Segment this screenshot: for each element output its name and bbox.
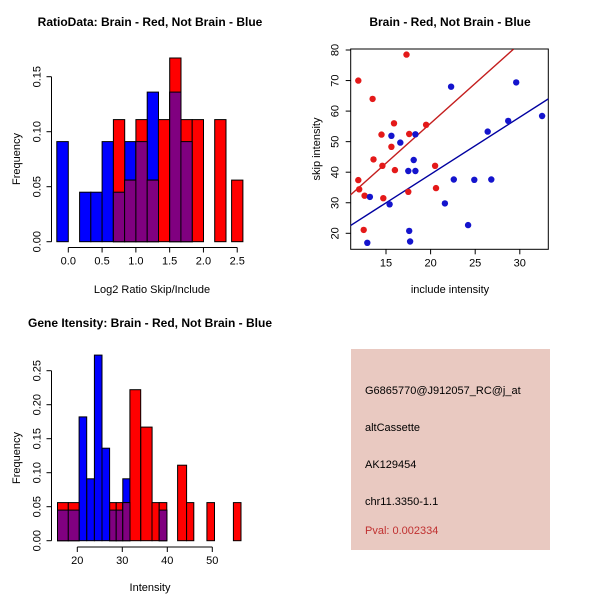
y-tick-label: 0.20 xyxy=(31,393,44,416)
histogram-bar-red xyxy=(130,390,141,541)
pval-text: Pval: 0.002334 xyxy=(365,525,439,537)
histogram-bar-overlap xyxy=(116,510,123,541)
brain-point xyxy=(369,96,375,102)
x-tick-label: 20 xyxy=(71,555,84,567)
y-tick-label: 40 xyxy=(329,166,342,179)
y-tick-label: 0.00 xyxy=(31,529,44,552)
histogram-bar-blue xyxy=(91,192,102,242)
intensity-histogram-y-axis-label: Frequency xyxy=(11,432,23,484)
splice-event-text: altCassette xyxy=(365,422,421,434)
brain-point xyxy=(378,131,384,137)
histogram-bar-overlap xyxy=(125,180,136,242)
intensity-histogram-plot xyxy=(0,300,300,600)
x-tick-label: 30 xyxy=(116,555,129,567)
scatter-plot xyxy=(300,0,600,300)
y-tick-label: 30 xyxy=(329,196,342,209)
intensity-histogram-title: Gene Itensity: Brain - Red, Not Brain - Blue xyxy=(27,316,273,330)
histogram-bar-overlap xyxy=(123,503,130,541)
histogram-bar-overlap xyxy=(136,142,147,242)
y-tick-label: 0.00 xyxy=(31,230,44,253)
brain-point xyxy=(405,189,411,195)
notbrain-point xyxy=(488,176,494,182)
histogram-bar-overlap xyxy=(147,180,158,242)
y-tick-label: 0.25 xyxy=(31,359,44,382)
y-tick-label: 0.05 xyxy=(31,175,44,198)
ratio-histogram-plot xyxy=(0,0,300,300)
intensity-histogram-panel xyxy=(0,300,300,600)
brain-point xyxy=(379,163,385,169)
histogram-bar-red xyxy=(178,465,187,541)
y-tick-label: 70 xyxy=(329,74,342,87)
notbrain-point xyxy=(411,157,417,163)
histogram-bar-blue xyxy=(102,448,110,541)
locus-text: chr11.3350-1.1 xyxy=(365,496,439,508)
plot-box xyxy=(351,49,549,249)
brain-point xyxy=(423,122,429,128)
notbrain-point xyxy=(448,84,454,90)
brain-point xyxy=(355,177,361,183)
histogram-bar-red xyxy=(152,503,159,541)
histogram-bar-overlap xyxy=(181,142,192,242)
ratio-histogram-x-axis-label: Log2 Ratio Skip/Include xyxy=(93,284,211,296)
histogram-bar-overlap xyxy=(159,510,167,541)
y-tick-label: 0.15 xyxy=(31,65,44,88)
histogram-bar-overlap xyxy=(113,192,124,242)
x-tick-label: 0.0 xyxy=(60,255,76,268)
notbrain-point xyxy=(485,128,491,134)
brain-point xyxy=(391,120,397,126)
notbrain-point xyxy=(388,133,394,139)
notbrain-point xyxy=(412,168,418,174)
brain-point xyxy=(370,156,376,162)
x-tick-label: 30 xyxy=(513,257,526,270)
histogram-bar-overlap xyxy=(68,510,79,541)
x-tick-label: 25 xyxy=(469,257,482,270)
histogram-bar-red xyxy=(232,180,243,242)
probe-id-text: G6865770@J912057_RC@j_at xyxy=(365,385,521,397)
notbrain-point xyxy=(539,113,545,119)
x-tick-label: 1.0 xyxy=(128,255,144,268)
histogram-bar-overlap xyxy=(58,510,69,541)
intensity-histogram-x-axis-label: Intensity xyxy=(129,582,171,594)
notbrain-point xyxy=(367,194,373,200)
x-tick-label: 50 xyxy=(206,555,219,567)
y-tick-label: 0.15 xyxy=(31,427,44,450)
histogram-bar-red xyxy=(141,427,152,541)
scatter-x-axis-label: include intensity xyxy=(410,284,490,296)
histogram-bar-red xyxy=(158,120,169,242)
notbrain-point xyxy=(405,168,411,174)
y-tick-label: 20 xyxy=(329,227,342,240)
histogram-bar-blue xyxy=(87,479,95,541)
histogram-bar-red xyxy=(207,503,215,541)
brain-point xyxy=(403,51,409,57)
brain-point xyxy=(388,144,394,150)
histogram-bar-overlap xyxy=(170,92,181,242)
ratio-histogram-panel xyxy=(0,0,300,300)
histogram-bar-blue xyxy=(80,192,91,242)
notbrain-point xyxy=(406,228,412,234)
brain-point xyxy=(361,227,367,233)
y-tick-label: 60 xyxy=(329,104,342,118)
histogram-bar-blue xyxy=(79,417,87,541)
x-tick-label: 20 xyxy=(424,257,437,270)
brain-point xyxy=(356,186,362,192)
notbrain-point xyxy=(386,201,392,207)
histogram-bar-red xyxy=(187,503,194,541)
notbrain-point xyxy=(471,177,477,183)
brain-point xyxy=(361,193,367,199)
brain-point xyxy=(432,163,438,169)
scatter-panel xyxy=(300,0,600,300)
notbrain-point xyxy=(505,118,511,124)
notbrain-point xyxy=(407,238,413,244)
brain-point xyxy=(380,195,386,201)
scatter-title: Brain - Red, Not Brain - Blue xyxy=(369,15,531,29)
notbrain-fit-line xyxy=(350,99,548,226)
brain-point xyxy=(355,77,361,83)
notbrain-point xyxy=(397,139,403,145)
x-tick-label: 2.0 xyxy=(195,255,212,268)
scatter-y-axis-label: skip intensity xyxy=(311,117,323,181)
notbrain-point xyxy=(451,176,457,182)
x-tick-label: 1.5 xyxy=(162,255,178,268)
brain-point xyxy=(433,185,439,191)
histogram-bar-red xyxy=(192,120,203,242)
y-tick-label: 0.05 xyxy=(31,495,44,518)
accession-text: AK129454 xyxy=(365,459,417,471)
brain-point xyxy=(392,167,398,173)
notbrain-point xyxy=(364,240,370,246)
histogram-bar-red xyxy=(215,120,226,242)
x-tick-label: 2.5 xyxy=(229,255,245,268)
ratio-histogram-title: RatioData: Brain - Red, Not Brain - Blue xyxy=(37,15,263,29)
histogram-bar-overlap xyxy=(110,510,117,541)
y-tick-label: 0.10 xyxy=(31,120,44,143)
histogram-bar-blue xyxy=(102,142,113,242)
histogram-bar-blue xyxy=(57,142,69,242)
x-tick-label: 0.5 xyxy=(94,255,110,268)
notbrain-point xyxy=(442,200,448,206)
notbrain-point xyxy=(465,222,471,228)
y-tick-label: 50 xyxy=(329,135,342,148)
brain-point xyxy=(406,131,412,137)
histogram-bar-red xyxy=(233,503,241,541)
y-tick-label: 80 xyxy=(329,43,342,57)
notbrain-point xyxy=(412,131,418,137)
x-tick-label: 15 xyxy=(379,257,393,270)
x-tick-label: 40 xyxy=(161,555,174,567)
notbrain-point xyxy=(513,79,519,85)
gene-info-panel xyxy=(300,300,600,600)
y-tick-label: 0.10 xyxy=(31,461,44,484)
ratio-histogram-y-axis-label: Frequency xyxy=(11,133,23,185)
histogram-bar-blue xyxy=(94,355,102,541)
gene-info-box xyxy=(351,349,550,550)
